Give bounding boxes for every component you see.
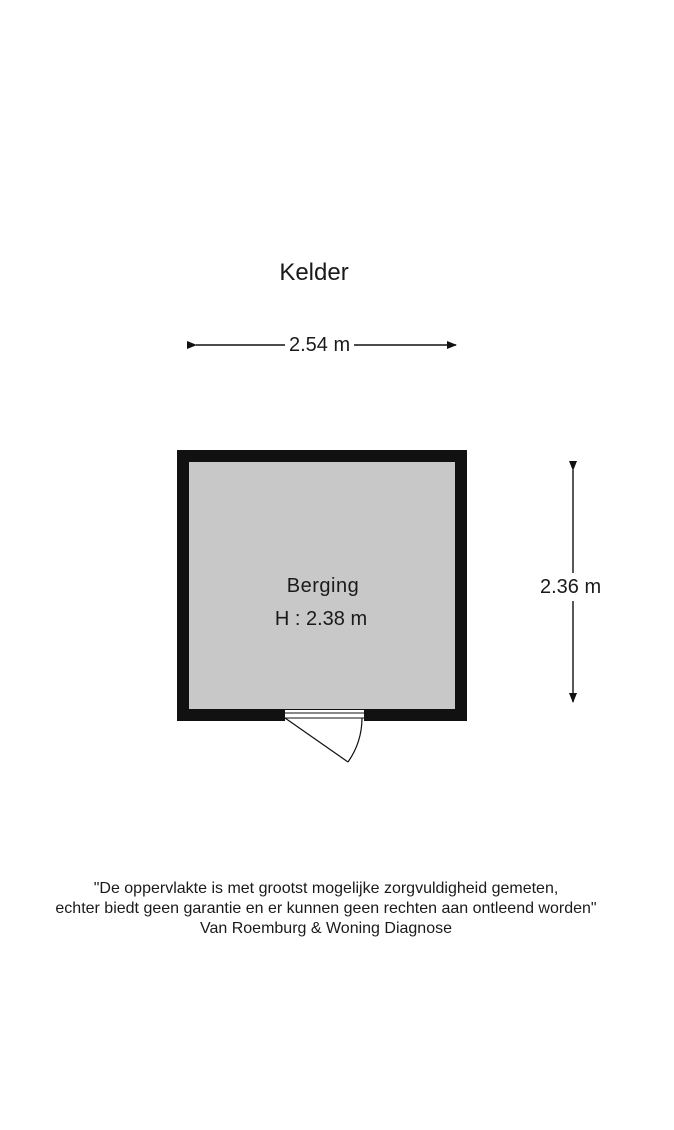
floor-title: Kelder [279,259,349,286]
door-opening [277,710,372,721]
door-leaf [285,718,348,762]
disclaimer-line-1: "De oppervlakte is met grootst mogelijke zorgvuldigheid gemeten, [93,880,559,897]
door-swing-arc [348,718,362,762]
room-name: Berging [286,575,360,597]
disclaimer-line-2: echter biedt geen garantie en er kunnen geen rechten aan ontleend worden" [55,900,597,917]
door [277,710,372,762]
height-dimension-label: 2.36 m [538,573,603,601]
width-dimension-label: 2.54 m [285,333,354,357]
disclaimer [0,879,652,939]
company-name: Van Roemburg & Woning Diagnose [200,920,452,937]
room-ceiling-height: H : 2.38 m [274,608,368,630]
